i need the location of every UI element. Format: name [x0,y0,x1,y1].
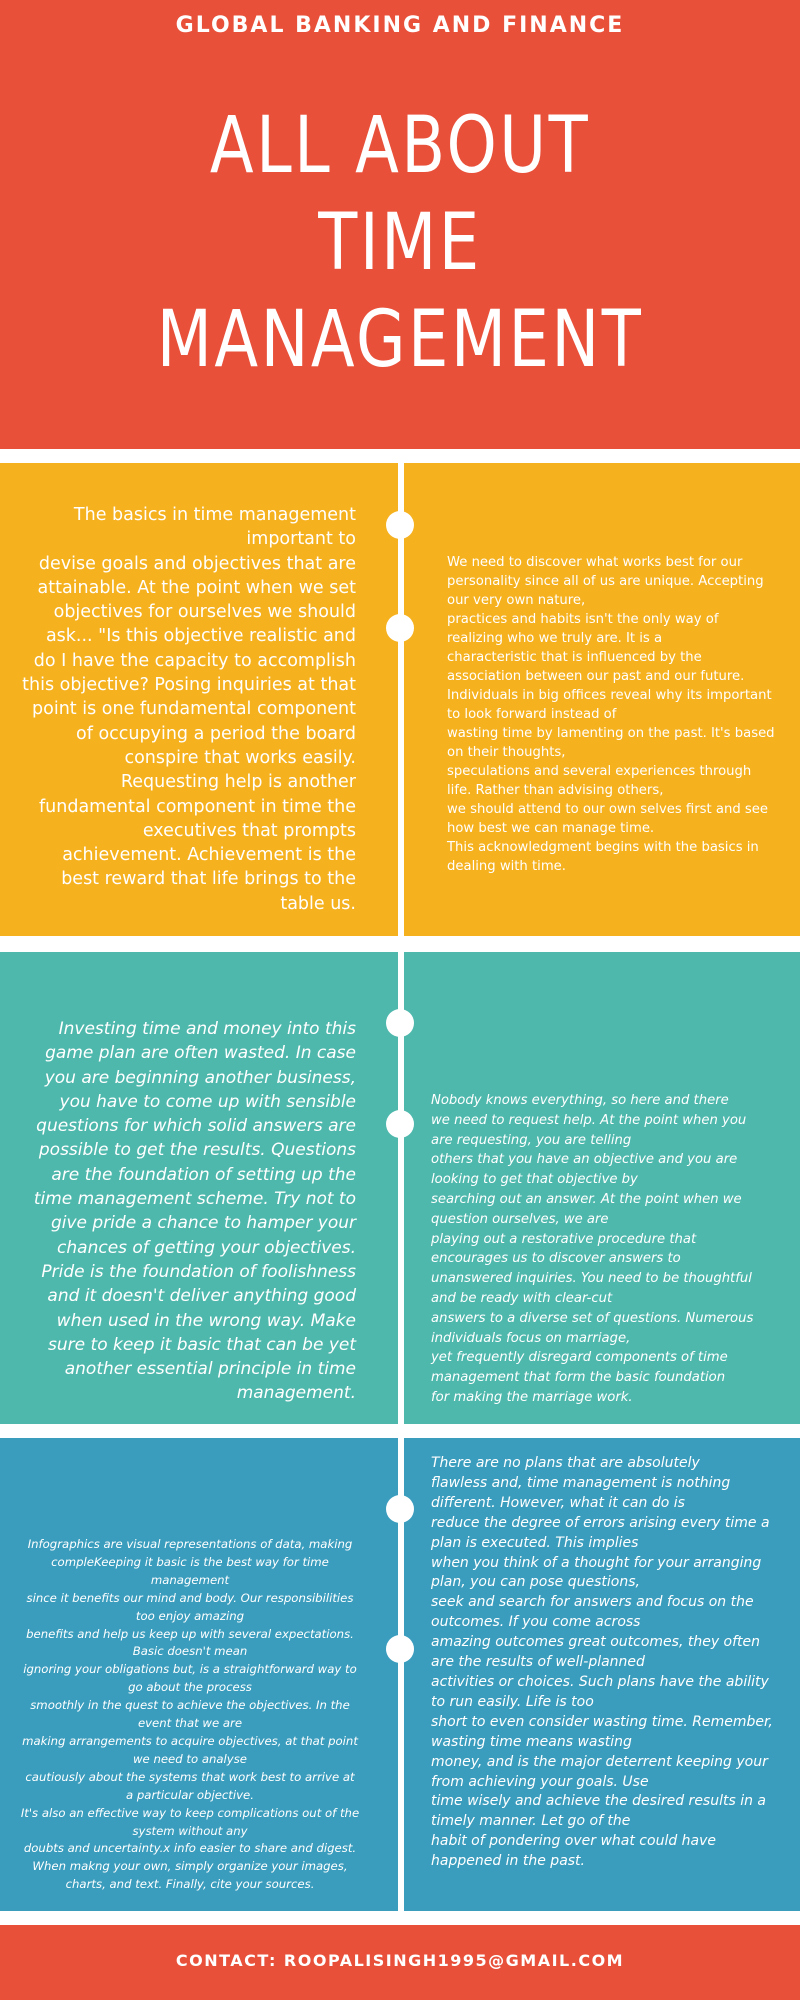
page-title [72,98,728,389]
title-line-3: MANAGEMENT [156,295,644,385]
title-line-1: ALL ABOUT [209,101,591,191]
title-line-2: TIME [318,198,482,288]
brand-title: GLOBAL BANKING AND FINANCE [175,13,625,38]
timeline-dot [386,614,414,642]
teal-right-text: Nobody knows everything, so here and there we need to request help. At the point when you are requesting, you are telling others that you have an objective and you are looking to get that objective by searching out an answer. At the point when we question ourselves, we are playing out a restorative procedure that encourages us to discover answers to unanswered inquiries. You need to be thoughtful and be ready with clear-cut answers to a diverse set of questions. Numerous individuals focus on marriage, yet frequently disregard components of time management that form the basic foundation for making the marriage work. [431,1093,754,1405]
yellow-right-text: We need to discover what works best for our personality since all of us are unique. Accepting our very own nature, practices and habits isn't the only way of realizing who we truly are. It is a characteristic that is influenced by the association between our past and our future. Individuals in big offices reveal why its important to look forward instead of wasting time by lamenting on the past. It's based on their thoughts, speculations and several experiences through life. Rather than advising others, we should attend to our own selves first and see how best we can manage time. This acknowledgment begins with the basics in dealing with time. [447,555,775,874]
timeline-dot [386,511,414,539]
yellow-left-text: The basics in time management important to devise goals and objectives that are attainable. At the point when we set objectives for ourselves we should ask... "Is this objective realistic and do I have the capacity to accomplish this objective? Posing inquiries at that point is one fundamental component of occupying a period the board conspire that works easily. Requesting help is another fundamental component in time the executives that prompts achievement. Achievement is the best reward that life brings to the table us. [22,505,356,914]
contact-email[interactable]: CONTACT: ROOPALISINGH1995@GMAIL.COM [175,1951,625,1970]
timeline-dot [386,1495,414,1523]
header-banner [0,0,800,449]
timeline-dot [386,1009,414,1037]
timeline-dot [386,1110,414,1138]
blue-right-text: There are no plans that are absolutely flawless and, time management is nothing different. However, what it can do is reduce the degree of errors arising every time a plan is executed. This implies when you think of a thought for your arranging plan, you can pose questions, seek and search for answers and focus on the outcomes. If you come across amazing outcomes great outcomes, they often are the results of well-planned activities or choices. Such plans have the ability to run easily. Life is too short to even consider wasting time. Remember, wasting time means wasting money, and is the major deterrent keeping your from achieving your goals. Use time wisely and achieve the desired results in a timely manner. Let go of the habit of pondering over what could have happened in the past. [431,1455,773,1870]
teal-left-text: Investing time and money into this game plan are often wasted. In case you are beginning another business, you have to come up with sensible questions for which solid answers are possible to get the results. Questions are the foundation of setting up the time management scheme. Try not to give pride a chance to hamper your chances of getting your objectives. Pride is the foundation of foolishness and it doesn't deliver anything good when used in the wrong way. Make sure to keep it basic that can be yet another essential principle in time management. [33,1019,356,1404]
footer-banner [0,1925,800,2000]
timeline-dot [386,1635,414,1663]
blue-left-text: Infographics are visual representations of data, making compleKeeping it basic is the best way for time management since it benefits our mind and body. Our responsibilities too enjoy amazing benefits and help us keep up with several expectations. Basic doesn't mean ignoring your obligations but, is a straightforward way to go about the process smoothly in the quest to achieve the objectives. In the event that we are making arrangements to acquire objectives, at that point we need to analyse cautiously about the systems that work best to arrive at a particular objective. It's also an effective way to keep complications out of the system without any doubts and uncertainty.x info easier to share and digest. When makng your own, simply organize your images, charts, and text. Finally, cite your sources. [20,1537,360,1892]
